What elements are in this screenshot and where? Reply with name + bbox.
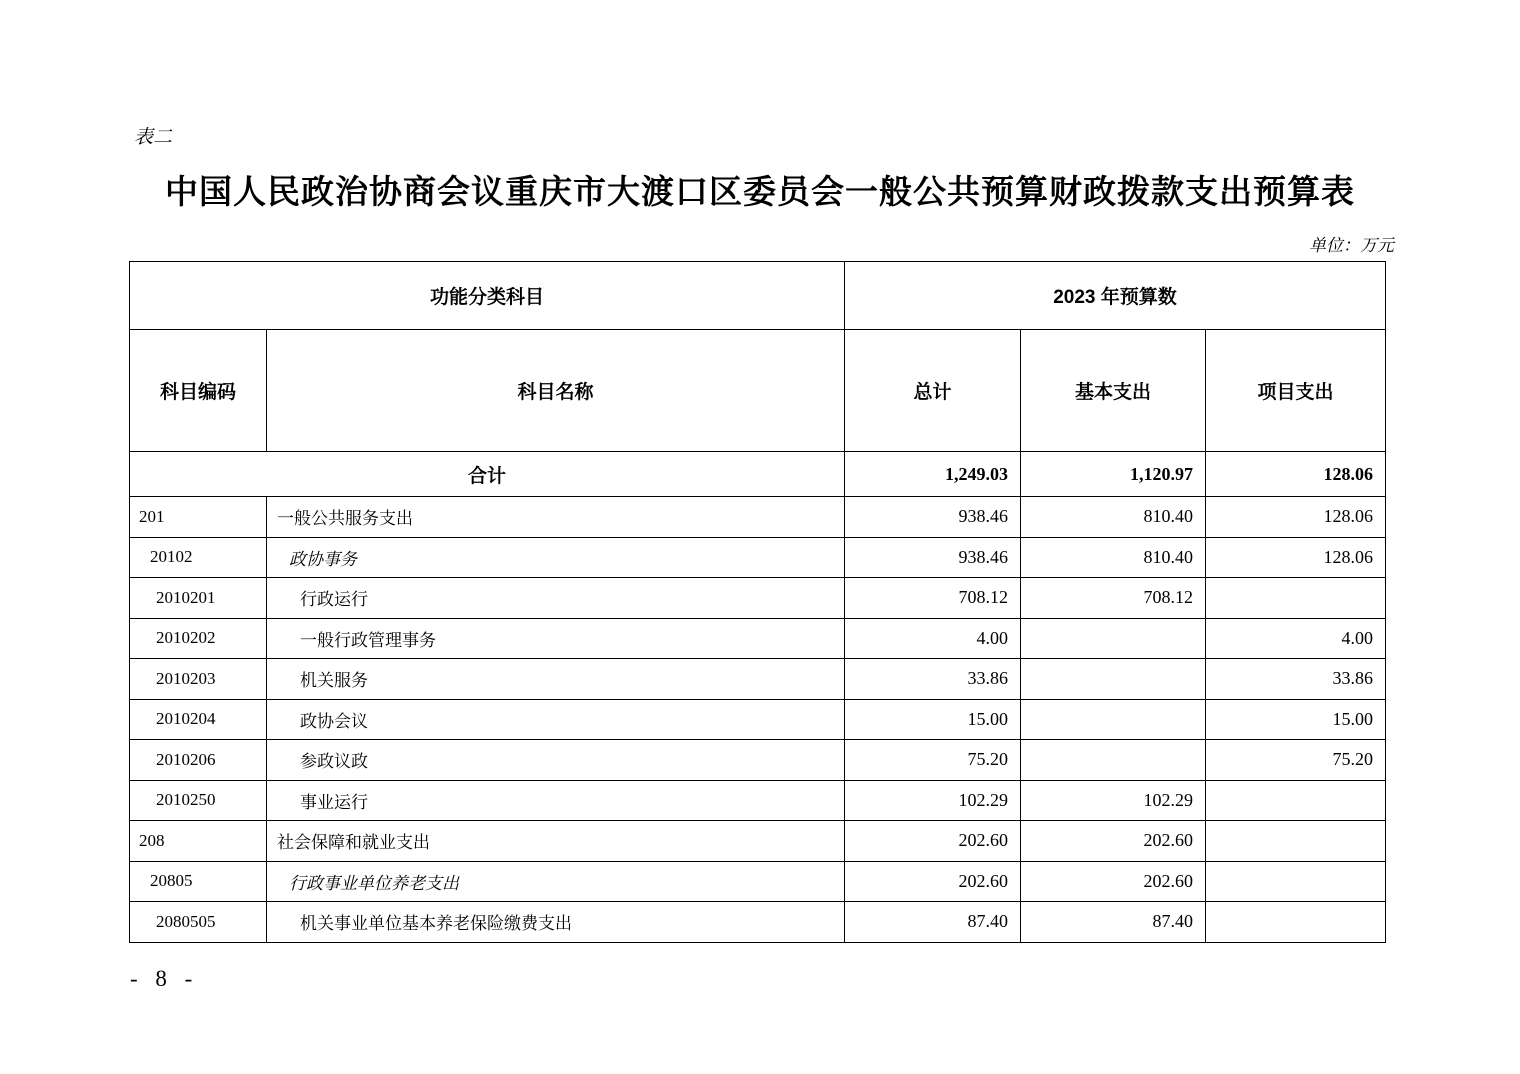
cell-project: 4.00	[1206, 618, 1386, 659]
header-functional-classification: 功能分类科目	[130, 262, 845, 330]
cell-subject-name: 行政事业单位养老支出	[267, 861, 845, 902]
cell-subject-code: 2080505	[130, 902, 267, 943]
cell-total: 202.60	[845, 861, 1021, 902]
cell-project	[1206, 902, 1386, 943]
cell-subject-name: 政协事务	[267, 537, 845, 578]
col-header-total: 总计	[845, 330, 1021, 452]
table-row	[130, 699, 1386, 740]
table-header-group-row	[130, 262, 1386, 330]
cell-subject-code: 2010201	[130, 578, 267, 619]
col-header-basic-expenditure: 基本支出	[1021, 330, 1206, 452]
cell-subject-name: 一般行政管理事务	[267, 618, 845, 659]
cell-basic: 202.60	[1021, 821, 1206, 862]
cell-total: 202.60	[845, 821, 1021, 862]
cell-project	[1206, 780, 1386, 821]
cell-subject-code: 208	[130, 821, 267, 862]
header-2023-budget: 2023 年预算数	[845, 262, 1386, 330]
cell-project: 128.06	[1206, 497, 1386, 538]
cell-total-basic: 1,120.97	[1021, 452, 1206, 497]
table-row	[130, 578, 1386, 619]
unit-note: 单位：万元	[1309, 236, 1394, 255]
cell-subject-code: 2010250	[130, 780, 267, 821]
cell-project: 128.06	[1206, 537, 1386, 578]
cell-subject-name: 行政运行	[267, 578, 845, 619]
cell-basic: 87.40	[1021, 902, 1206, 943]
cell-total: 87.40	[845, 902, 1021, 943]
cell-total-total: 1,249.03	[845, 452, 1021, 497]
table-header-columns-row	[130, 330, 1386, 452]
table-row	[130, 659, 1386, 700]
cell-basic: 810.40	[1021, 537, 1206, 578]
cell-total: 75.20	[845, 740, 1021, 781]
cell-subject-code: 201	[130, 497, 267, 538]
cell-basic	[1021, 699, 1206, 740]
col-header-project-expenditure: 项目支出	[1206, 330, 1386, 452]
col-header-subject-code: 科目编码	[130, 330, 267, 452]
cell-basic: 708.12	[1021, 578, 1206, 619]
table-label: 表二	[134, 127, 173, 148]
cell-basic	[1021, 659, 1206, 700]
cell-total: 938.46	[845, 497, 1021, 538]
cell-project: 75.20	[1206, 740, 1386, 781]
cell-subject-name: 事业运行	[267, 780, 845, 821]
cell-subject-name: 社会保障和就业支出	[267, 821, 845, 862]
table-row	[130, 780, 1386, 821]
cell-subject-code: 20805	[130, 861, 267, 902]
cell-total: 102.29	[845, 780, 1021, 821]
cell-subject-code: 2010204	[130, 699, 267, 740]
cell-subject-code: 20102	[130, 537, 267, 578]
table-row	[130, 497, 1386, 538]
cell-project: 33.86	[1206, 659, 1386, 700]
cell-project	[1206, 578, 1386, 619]
page-number: - 8 -	[130, 966, 199, 991]
cell-subject-name: 机关事业单位基本养老保险缴费支出	[267, 902, 845, 943]
cell-total: 15.00	[845, 699, 1021, 740]
table-row	[130, 821, 1386, 862]
cell-total-project: 128.06	[1206, 452, 1386, 497]
cell-total: 938.46	[845, 537, 1021, 578]
cell-total: 708.12	[845, 578, 1021, 619]
table-row	[130, 740, 1386, 781]
cell-project	[1206, 861, 1386, 902]
cell-basic: 102.29	[1021, 780, 1206, 821]
page-title: 中国人民政治协商会议重庆市大渡口区委员会一般公共预算财政拨款支出预算表	[165, 175, 1355, 211]
budget-table	[129, 261, 1386, 943]
cell-subject-name: 机关服务	[267, 659, 845, 700]
col-header-subject-name: 科目名称	[267, 330, 845, 452]
table-row	[130, 537, 1386, 578]
cell-project	[1206, 821, 1386, 862]
cell-subject-name: 政协会议	[267, 699, 845, 740]
cell-total: 4.00	[845, 618, 1021, 659]
cell-total: 33.86	[845, 659, 1021, 700]
cell-subject-code: 2010202	[130, 618, 267, 659]
cell-subject-code: 2010206	[130, 740, 267, 781]
table-row	[130, 618, 1386, 659]
cell-subject-code: 2010203	[130, 659, 267, 700]
cell-basic	[1021, 740, 1206, 781]
cell-subject-name: 一般公共服务支出	[267, 497, 845, 538]
cell-total-label: 合计	[130, 452, 845, 497]
cell-subject-name: 参政议政	[267, 740, 845, 781]
cell-basic	[1021, 618, 1206, 659]
table-total-row	[130, 452, 1386, 497]
table-row	[130, 902, 1386, 943]
cell-basic: 810.40	[1021, 497, 1206, 538]
table-row	[130, 861, 1386, 902]
cell-basic: 202.60	[1021, 861, 1206, 902]
cell-project: 15.00	[1206, 699, 1386, 740]
